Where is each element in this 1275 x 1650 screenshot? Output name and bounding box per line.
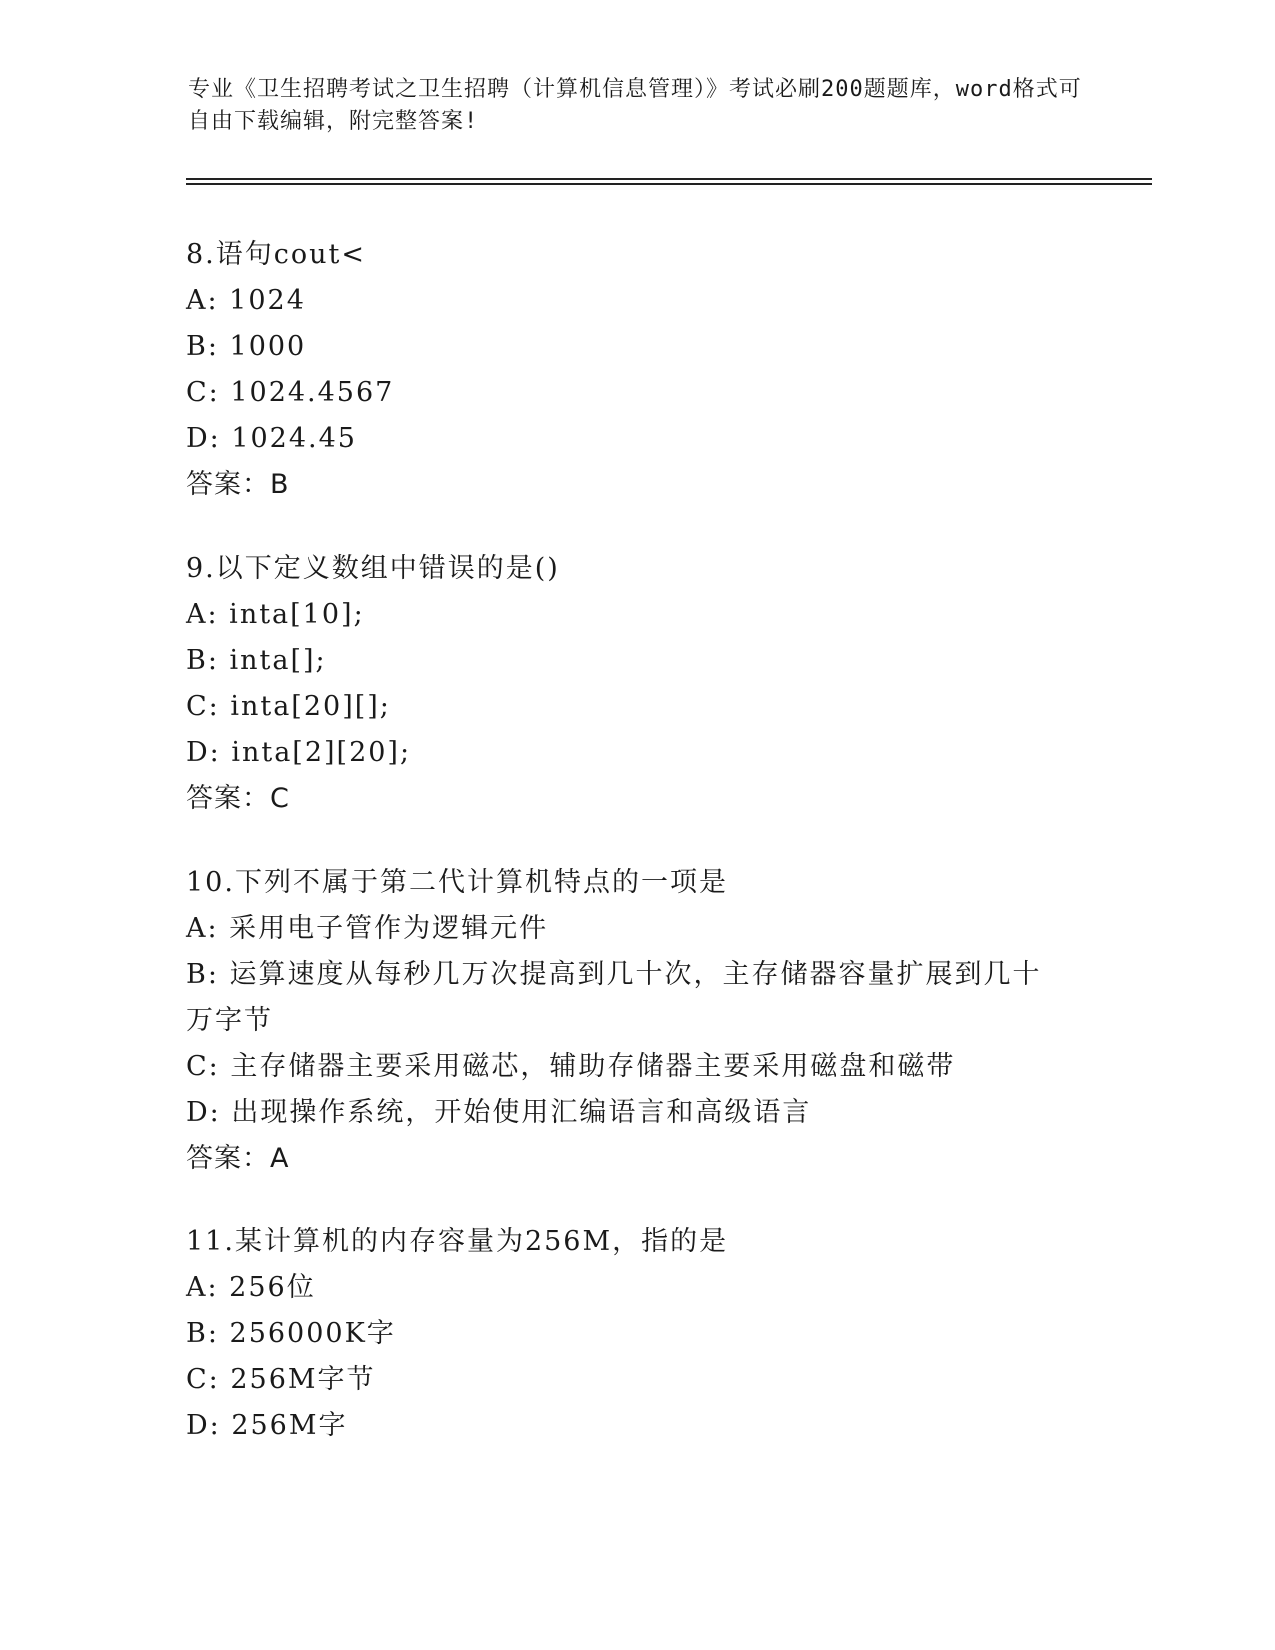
option-c: C: 256M字节: [186, 1364, 376, 1395]
answer-line: 答案：A: [186, 1143, 290, 1174]
question-stem: 8.语句cout<: [186, 239, 366, 270]
option-b: B: inta[];: [186, 645, 327, 676]
option-a: A: 采用电子管作为逻辑元件: [186, 913, 549, 944]
question-stem: 9.以下定义数组中错误的是(): [186, 553, 560, 584]
answer-line: 答案：B: [186, 469, 290, 500]
option-b: B: 256000K字: [186, 1318, 396, 1349]
option-d: D: 256M字: [186, 1410, 348, 1441]
answer-line: 答案：C: [186, 783, 290, 814]
option-d: D: inta[2][20];: [186, 737, 412, 768]
question-stem: 11.某计算机的内存容量为256M，指的是: [186, 1226, 729, 1257]
question-stem: 10.下列不属于第二代计算机特点的一项是: [186, 867, 728, 898]
header-divider-top: [186, 178, 1152, 180]
option-a: A: 1024: [186, 285, 306, 316]
question-9: [186, 546, 1086, 822]
header-divider-bottom: [186, 183, 1152, 185]
question-10: [186, 860, 1086, 1182]
question-8: [186, 232, 1086, 508]
option-c: C: 1024.4567: [186, 377, 395, 408]
option-d: D: 出现操作系统，开始使用汇编语言和高级语言: [186, 1097, 812, 1128]
option-a: A: 256位: [186, 1272, 316, 1303]
option-b: B: 运算速度从每秒几万次提高到几十次，主存储器容量扩展到几十万字节: [186, 959, 1042, 1036]
question-11: [186, 1219, 1086, 1449]
option-c: C: 主存储器主要采用磁芯，辅助存储器主要采用磁盘和磁带: [186, 1051, 956, 1082]
option-c: C: inta[20][];: [186, 691, 391, 722]
option-b: B: 1000: [186, 331, 307, 362]
option-d: D: 1024.45: [186, 423, 357, 454]
document-intro: 专业《卫生招聘考试之卫生招聘（计算机信息管理）》考试必刷200题题库，word格式可自由下载编辑，附完整答案!: [188, 77, 1082, 134]
option-a: A: inta[10];: [186, 599, 365, 630]
